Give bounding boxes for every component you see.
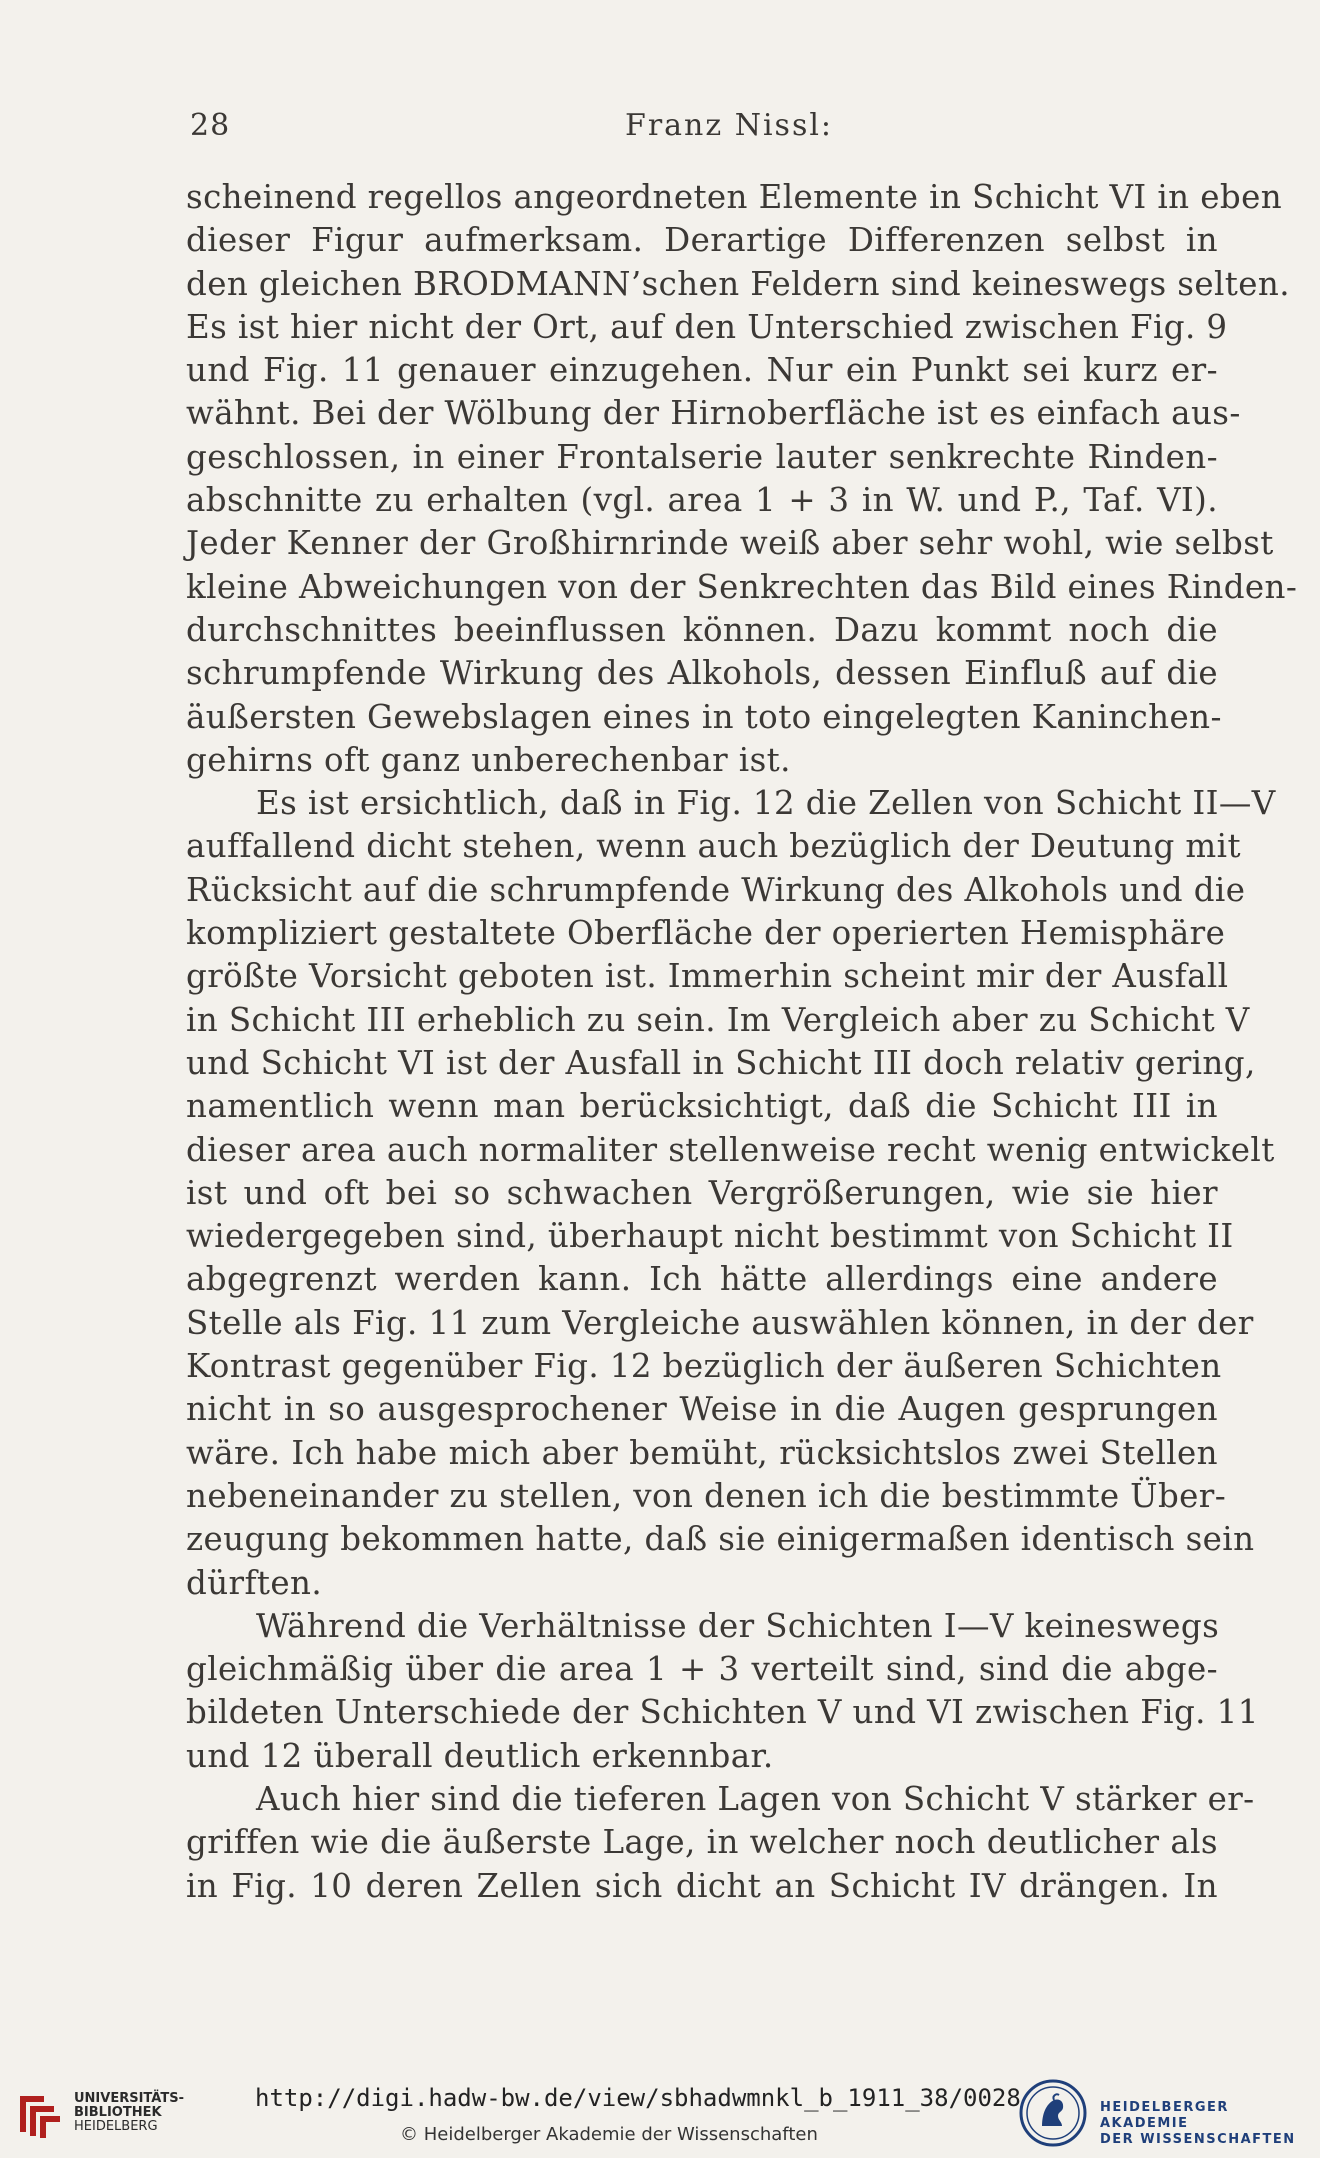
text-line: den gleichen BRODMANN’schen Feldern sind keineswegs selten. (186, 264, 1290, 303)
text-line: schrumpfende Wirkung des Alkohols, dessen Einfluß auf die (186, 654, 1218, 693)
text-line: geschlossen, in einer Frontalserie lauter senkrechte Rinden- (186, 437, 1218, 476)
text-line: Stelle als Fig. 11 zum Vergleiche auswählen können, in der der (186, 1303, 1254, 1342)
text-line: scheinend regellos angeordneten Elemente in Schicht VI in eben (186, 178, 1283, 216)
library-name (74, 2092, 184, 2134)
text-line: äußersten Gewebslagen eines in toto eingelegten Kaninchen- (186, 697, 1222, 736)
text-line: Auch hier sind die tieferen Lagen von Schicht V stärker er- (256, 1779, 1255, 1818)
academy-line-1: HEIDELBERGER AKADEMIE (1100, 2100, 1229, 2131)
library-logo-icon (14, 2088, 66, 2140)
text-line: bildeten Unterschiede der Schichten V und VI zwischen Fig. 11 (186, 1693, 1259, 1732)
text-line: namentlich wenn man berücksichtigt, daß die Schicht III in (186, 1087, 1218, 1126)
text-line: und 12 überall deutlich erkennbar. (186, 1736, 774, 1775)
text-line: wähnt. Bei der Wölbung der Hirnoberfläche ist es einfach aus- (186, 394, 1241, 433)
source-url-link[interactable]: http://digi.hadw-bw.de/view/sbhadwmnkl_b_1911_38/0028 (255, 2084, 1021, 2112)
text-line: kompliziert gestaltete Oberfläche der operierten Hemisphäre (186, 914, 1226, 953)
text-line: Es ist hier nicht der Ort, auf den Unterschied zwischen Fig. 9 (186, 307, 1228, 346)
text-line: nebeneinander zu stellen, von denen ich die bestimmte Über- (186, 1476, 1227, 1515)
library-line-1: UNIVERSITÄTS- (74, 2091, 184, 2106)
academy-logo[interactable] (1018, 2078, 1308, 2150)
academy-line-2: DER WISSENSCHAFTEN (1100, 2132, 1296, 2147)
text-line: Rücksicht auf die schrumpfende Wirkung des Alkohols und die (186, 870, 1246, 909)
text-line: abschnitte zu erhalten (vgl. area 1 + 3 in W. und P., Taf. VI). (186, 481, 1218, 520)
text-line: dieser Figur aufmerksam. Derartige Differenzen selbst in (186, 221, 1218, 260)
text-line: gleichmäßig über die area 1 + 3 verteilt sind, sind die abge- (186, 1650, 1218, 1689)
text-line: durchschnittes beeinflussen können. Dazu kommt noch die (186, 610, 1218, 649)
text-line: Jeder Kenner der Großhirnrinde weiß aber sehr wohl, wie selbst (186, 524, 1274, 563)
text-line: größte Vorsicht geboten ist. Immerhin scheint mir der Ausfall (186, 957, 1229, 996)
text-line: und Fig. 11 genauer einzugehen. Nur ein Punkt sei kurz er- (186, 351, 1218, 390)
text-line: wäre. Ich habe mich aber bemüht, rücksichtslos zwei Stellen (186, 1433, 1218, 1472)
library-line-2: BIBLIOTHEK (74, 2105, 162, 2120)
text-line: und Schicht VI ist der Ausfall in Schicht III doch relativ gering, (186, 1043, 1256, 1082)
text-line: zeugung bekommen hatte, daß sie einigermaßen identisch sein (186, 1520, 1255, 1559)
text-line: ist und oft bei so schwachen Vergrößerungen, wie sie hier (186, 1173, 1218, 1212)
academy-seal-icon (1018, 2078, 1088, 2148)
text-line: dieser area auch normaliter stellenweise recht wenig entwickelt (186, 1130, 1275, 1169)
text-line: dürften. (186, 1563, 323, 1602)
running-title: Franz Nissl: (625, 108, 834, 143)
text-line: abgegrenzt werden kann. Ich hätte allerdings eine andere (186, 1260, 1218, 1299)
text-line: Während die Verhältnisse der Schichten I—V keineswegs (256, 1606, 1220, 1645)
academy-name (1100, 2100, 1308, 2148)
text-line: in Schicht III erheblich zu sein. Im Vergleich aber zu Schicht V (186, 1000, 1250, 1039)
text-line: auffallend dicht stehen, wenn auch bezüglich der Deutung mit (186, 827, 1241, 866)
text-line: nicht in so ausgesprochener Weise in die Augen gesprungen (186, 1390, 1218, 1429)
library-line-3: HEIDELBERG (74, 2119, 158, 2134)
text-line: kleine Abweichungen von der Senkrechten das Bild eines Rinden- (186, 567, 1298, 606)
footer-bar (0, 2070, 1320, 2158)
text-line: gehirns oft ganz unberechenbar ist. (186, 740, 791, 779)
text-line: Kontrast gegenüber Fig. 12 bezüglich der äußeren Schichten (186, 1347, 1222, 1386)
body-text (186, 176, 1298, 1908)
text-line: griffen wie die äußerste Lage, in welcher noch deutlicher als (186, 1823, 1218, 1862)
text-line: wiedergegeben sind, überhaupt nicht bestimmt von Schicht II (186, 1217, 1234, 1256)
library-logo[interactable] (14, 2084, 184, 2144)
text-line: in Fig. 10 deren Zellen sich dicht an Schicht IV drängen. In (186, 1866, 1218, 1905)
page-number: 28 (190, 108, 231, 143)
text-line: Es ist ersichtlich, daß in Fig. 12 die Zellen von Schicht II—V (256, 784, 1276, 823)
copyright-notice: © Heidelberger Akademie der Wissenschaften (400, 2124, 818, 2145)
